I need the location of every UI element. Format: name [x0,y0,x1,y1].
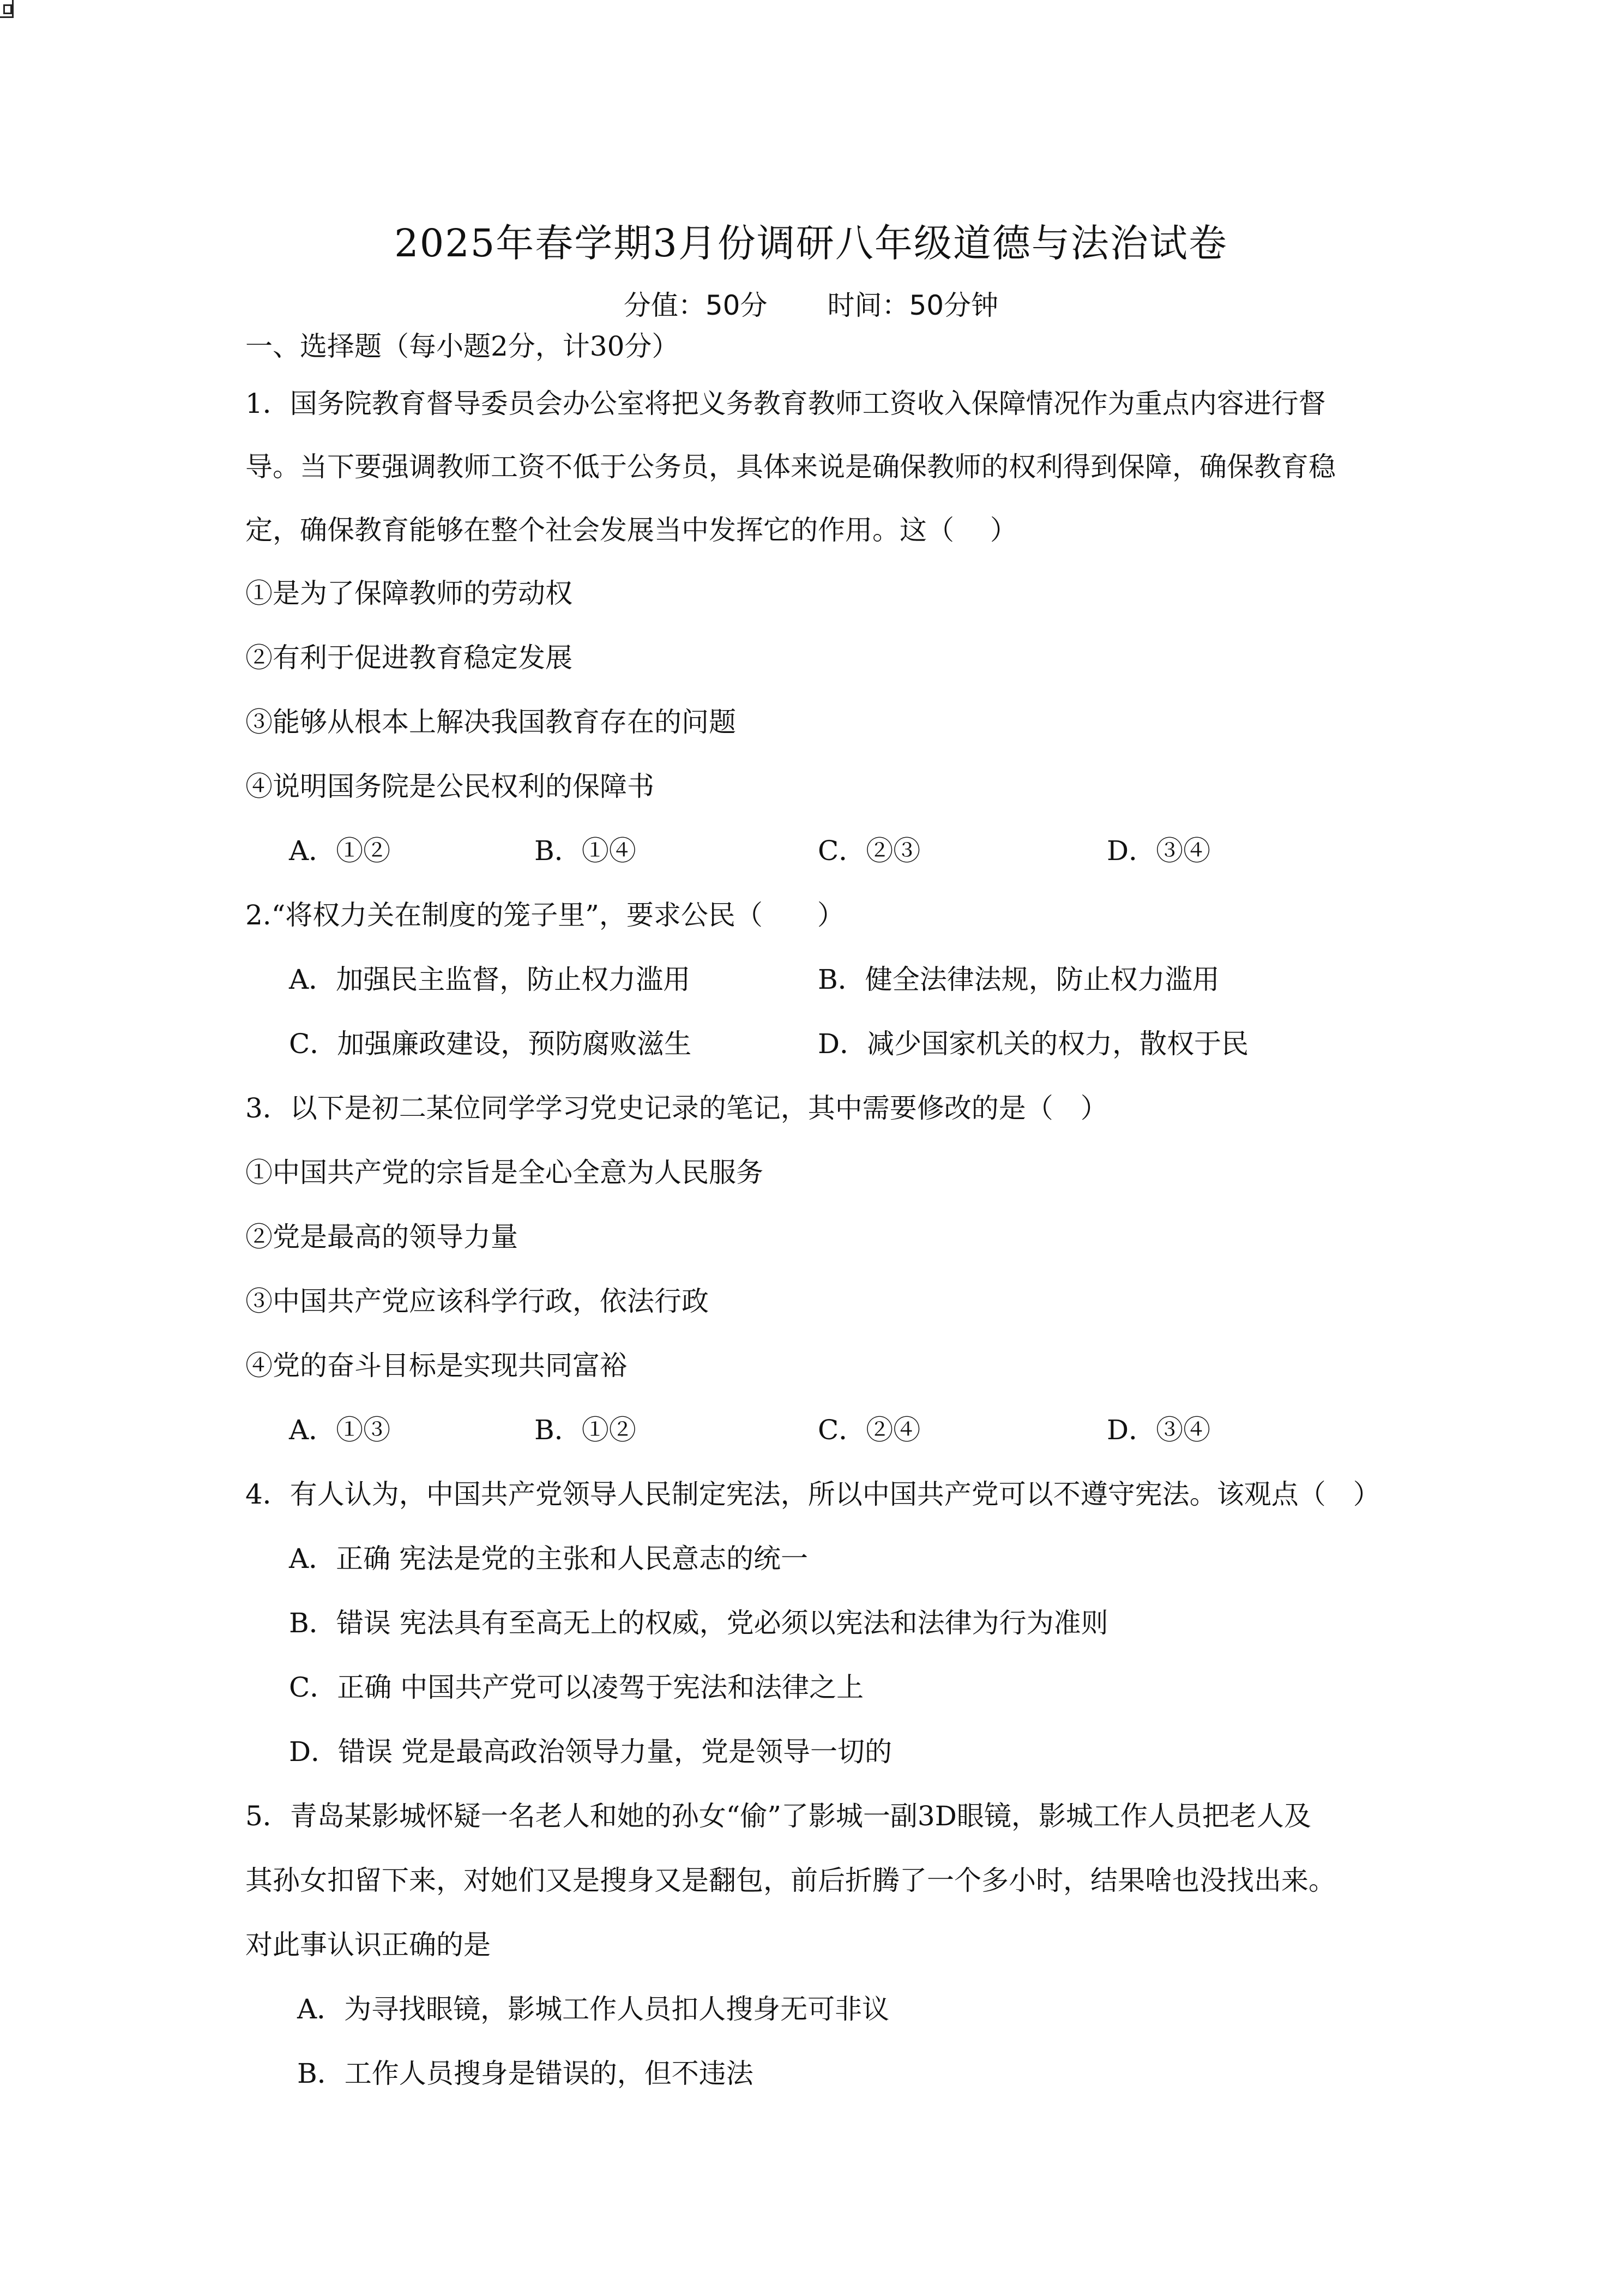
q3-option-b: B．①② [534,1414,636,1446]
q4-stem: 4．有人认为，中国共产党领导人民制定宪法，所以中国共产党可以不遵守宪法。该观点（ ） [245,1478,1380,1510]
q3-item-2: ②党是最高的领导力量 [245,1221,518,1253]
q1-option-d: D．③④ [1107,835,1211,867]
q1-item-1: ①是为了保障教师的劳动权 [245,578,572,609]
exam-title: 2025年春学期3月份调研八年级道德与法治试卷 [394,221,1228,266]
section-heading: 一、选择题（每小题2分，计30分） [245,330,679,362]
q1-item-3: ③能够从根本上解决我国教育存在的问题 [245,706,736,738]
score-info: 分值：50分 [623,290,768,321]
q3-option-d: D．③④ [1107,1414,1211,1446]
q1-stem-line3: 定，确保教育能够在整个社会发展当中发挥它的作用。这（ ） [245,514,1017,546]
q1-option-c: C．②③ [818,835,921,867]
q4-option-a: A．正确 宪法是党的主张和人民意志的统一 [289,1543,809,1574]
q2-stem: 2.“将权力关在制度的笼子里”，要求公民（ ） [245,899,845,931]
q2-option-a: A．加强民主监督，防止权力滥用 [289,964,691,995]
q5-stem-line3: 对此事认识正确的是 [245,1929,491,1961]
q1-stem-line1: 1．国务院教育督导委员会办公室将把义务教育教师工资收入保障情况作为重点内容进行督 [245,388,1326,419]
exam-meta [0,284,1622,323]
q3-item-3: ③中国共产党应该科学行政，依法行政 [245,1285,709,1317]
q3-item-1: ①中国共产党的宗旨是全心全意为人民服务 [245,1157,763,1188]
q3-stem: 3．以下是初二某位同学学习党史记录的笔记，其中需要修改的是（ ） [245,1092,1108,1124]
q3-option-a: A．①③ [289,1414,391,1446]
q1-option-b: B．①④ [534,835,636,867]
time-info: 时间：50分钟 [827,290,999,321]
q2-option-d: D．减少国家机关的权力，散权于民 [818,1028,1249,1060]
q1-option-a: A．①② [289,835,391,867]
q2-option-c: C．加强廉政建设，预防腐败滋生 [289,1028,692,1060]
q1-item-2: ②有利于促进教育稳定发展 [245,642,572,674]
q5-stem-line2: 其孙女扣留下来，对她们又是搜身又是翻包，前后折腾了一个多小时，结果啥也没找出来。 [245,1865,1336,1896]
q4-option-c: C．正确 中国共产党可以凌驾于宪法和法律之上 [289,1672,864,1703]
q5-option-b: B．工作人员搜身是错误的，但不违法 [297,2058,753,2089]
q4-option-b: B．错误 宪法具有至高无上的权威，党必须以宪法和法律为行为准则 [289,1607,1108,1639]
corner-crop-mark [0,0,14,18]
q2-option-b: B．健全法律法规，防止权力滥用 [818,964,1220,995]
q1-item-4: ④说明国务院是公民权利的保障书 [245,771,654,802]
q5-stem-line1: 5．青岛某影城怀疑一名老人和她的孙女“偷”了影城一副3D眼镜，影城工作人员把老人及 [245,1800,1311,1832]
q5-option-a: A．为寻找眼镜，影城工作人员扣人搜身无可非议 [297,1993,890,2025]
q4-option-d: D．错误 党是最高政治领导力量，党是领导一切的 [289,1736,892,1768]
q1-stem-line2: 导。当下要强调教师工资不低于公务员，具体来说是确保教师的权利得到保障，确保教育稳 [245,451,1336,483]
q3-option-c: C．②④ [818,1414,921,1446]
q3-item-4: ④党的奋斗目标是实现共同富裕 [245,1350,627,1381]
